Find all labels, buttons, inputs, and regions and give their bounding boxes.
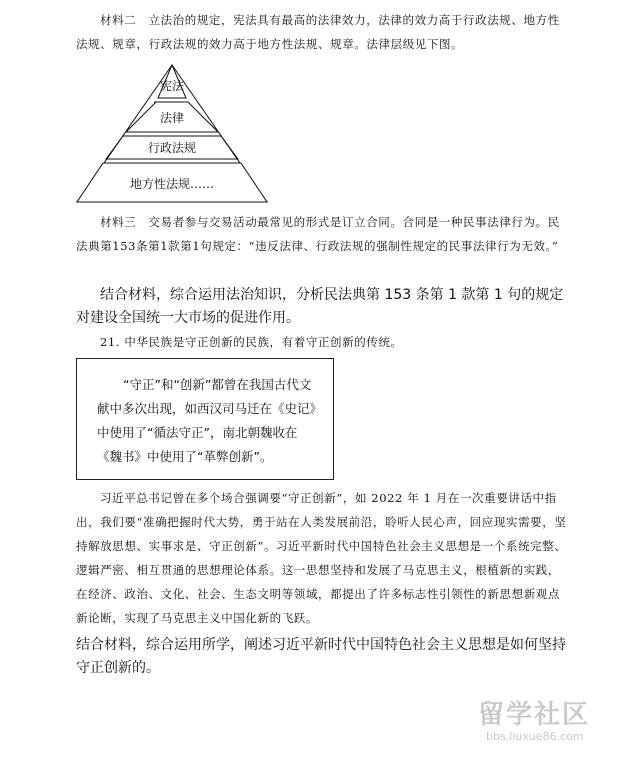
watermark-url: bbs.liuxue86.com — [486, 730, 584, 743]
watermark-title: 留学社区 — [478, 700, 591, 730]
material-three: 材料三 交易者参与交易活动最常见的形式是订立合同。合同是一种民事法律行为。民法典第153条第1款第1句规定：“违反法律、行政法规的强制性规定的民事法律行为无效。” — [76, 215, 560, 253]
law-hierarchy-pyramid — [72, 62, 272, 204]
ancient-texts-box-text: “守正”和“创新”都曾在我国古代文献中多次出现，如西汉司马迁在《史记》中使用了“循法守正”，南北朝魏收在《魏书》中使用了“革弊创新”。 — [97, 377, 316, 464]
material-two: 材料二 立法治的规定，宪法具有最高的法律效力，法律的效力高于行政法规、地方性法规、规章，行政法规的效力高于地方性法规、规章。法律层级见下图。 — [76, 13, 560, 51]
pyramid-label-constitution: 宪法 — [159, 79, 185, 93]
question-21-intro: 21. 中华民族是守正创新的民族，有着守正创新的传统。 — [100, 335, 403, 349]
question-20-prompt: 结合材料，综合运用法治知识，分析民法典第 153 条第 1 款第 1 句的规定对建设全国统一大市场的促进作用。 — [76, 287, 564, 326]
question-21-prompt: 结合材料，综合运用所学，阐述习近平新时代中国特色社会主义思想是如何坚持守正创新的。 — [76, 637, 566, 676]
pyramid-label-admin-regs: 行政法规 — [147, 141, 197, 155]
pyramid-label-law: 法律 — [159, 111, 185, 125]
pyramid-label-local-regs: 地方性法规…… — [129, 177, 215, 191]
site-watermark — [448, 700, 618, 760]
ancient-texts-box — [76, 358, 334, 480]
question-21-material: 习近平总书记曾在多个场合强调要“守正创新”，如 2022 年 1 月在一次重要讲话中指出，我们要“准确把握时代大势，勇于站在人类发展前沿，聆听人民心声，回应现实需要，坚持解放思想、实事求是、守正创新”。习近平新时代中国特色社会主义思想是一个系统完整、逻辑严密、相互贯通的思想理论体系。这一思想坚持和发展了马克思主义，根植新的实践，在经济、政治、文化、社会、生态文明等领域，都提出了许多标志性引领性的新思想新观点新论断，实现了马克思主义中国化新的飞跃。 — [76, 491, 567, 625]
